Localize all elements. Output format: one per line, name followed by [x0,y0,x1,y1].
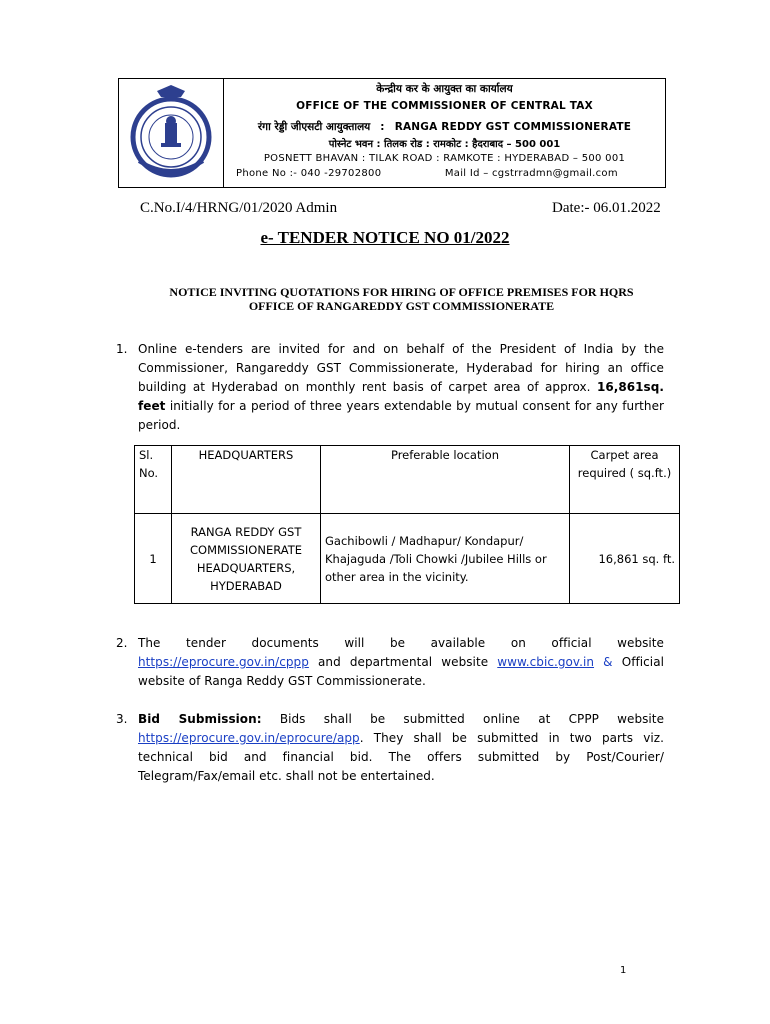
row-preferable-location: Gachibowli / Madhapur/ Kondapur/ Khajaguda /Toli Chowki /Jubilee Hills or other area in the vicinity. [321,514,570,604]
table-row [135,514,680,604]
header-address: POSNETT BHAVAN : TILAK ROAD : RAMKOTE : HYDERABAD – 500 001 [263,153,626,164]
header-commissionerate-line [224,117,665,135]
subtitle-line-1: NOTICE INVITING QUOTATIONS FOR HIRING OF OFFICE PREMISES FOR HQRS [169,285,634,299]
item-2-text-b: and departmental website [318,655,489,669]
item-1-text-a: Online e-tenders are invited for and on behalf of the President of India by the Commissioner, Rangareddy GST Commissionerate, Hyderabad for hiring an office building at Hyderabad on monthly rent basis of carpet area of approx. [138,342,664,394]
item-3-text-a: Bids shall be submitted online at CPPP website [279,712,664,726]
row-carpet-area: 16,861 sq. ft. [570,514,680,604]
row-headquarters: RANGA REDDY GST COMMISSIONERATE HEADQUARTERS, HYDERABAD [172,514,321,604]
header-mail: Mail Id – cgstrradmn@gmail.com [444,168,618,179]
item-2-ampersand: & [603,655,613,669]
cbic-link[interactable]: www.cbic.gov.in [497,655,595,669]
item-3-text [138,710,664,786]
cbic-emblem-icon [127,83,215,183]
eprocure-app-link[interactable]: https://eprocure.gov.in/eprocure/app [138,731,360,745]
item-2-text-c: Official website of Ranga Reddy GST Commissionerate. [138,655,664,688]
logo-cell [119,79,224,187]
item-1-text [138,340,664,435]
item-3-number: 3. [116,712,128,726]
header-phone: Phone No :- 040 -29702800 [236,168,382,179]
item-3-label: Bid Submission: [138,712,262,726]
row-sl-no: 1 [135,514,172,604]
header-hindi-address: पोस्नेट भवन : तिलक रोड : रामकोट : हैदराबाद – 500 001 [328,139,561,150]
page-number: 1 [620,965,627,976]
notice-title: e- TENDER NOTICE NO 01/2022 [260,228,510,247]
item-2-number: 2. [116,636,128,650]
header-commissionerate: RANGA REDDY GST COMMISSIONERATE [394,121,632,133]
header-headquarters: HEADQUARTERS [172,446,321,514]
item-2-text-a: The tender documents will be available on official website [138,636,664,650]
header-hindi-office: केन्द्रीय कर के आयुक्त का कार्यालय [376,83,513,95]
header-preferable-location: Preferable location [321,446,570,514]
header-hindi-commissionerate: रंगा रेड्डी जीएसटी आयुक्तालय [257,121,371,133]
item-1-text-b: initially for a period of three years extendable by mutual consent for any further period. [138,399,664,432]
header-sl-no: Sl. No. [135,446,172,514]
header-office-title: OFFICE OF THE COMMISSIONER OF CENTRAL TAX [296,100,593,112]
header-carpet-area: Carpet area required ( sq.ft.) [570,446,680,514]
subtitle-line-2: OFFICE OF RANGAREDDY GST COMMISSIONERATE [248,299,555,313]
item-1-area-bold: 16,861sq. feet [138,380,664,413]
letterhead [118,78,666,188]
header-separator: : [380,121,385,133]
premises-table [134,445,680,604]
item-3-text-b: . They shall be submitted in two parts viz. technical bid and financial bid. The offers submitted by Post/Courier/ Telegram/Fax/email etc. shall not be entertained. [138,731,664,783]
item-2-text [138,634,664,691]
notice-date: Date:- 06.01.2022 [552,200,661,216]
item-1-number: 1. [116,342,128,356]
notice-subtitle [110,285,693,313]
header-contact-line [224,168,665,179]
table-header-row [135,446,680,514]
reference-number: C.No.I/4/HRNG/01/2020 Admin [140,200,338,216]
cppp-link[interactable]: https://eprocure.gov.in/cppp [138,655,309,669]
